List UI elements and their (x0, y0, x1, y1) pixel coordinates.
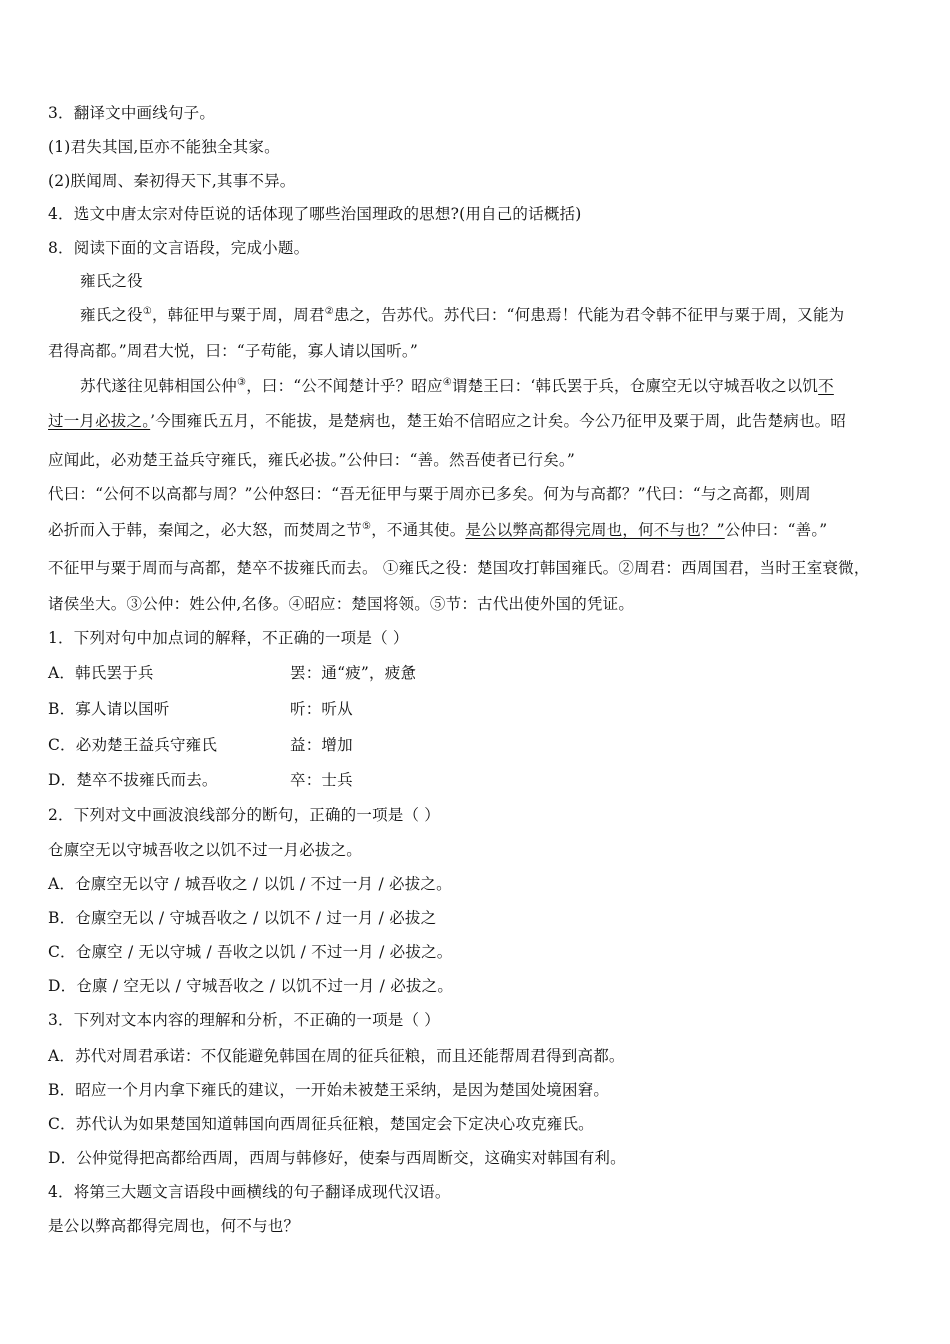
passage-line: 代曰：“公何不以高都与周？”公仲怒曰：“吾无征甲与粟于周亦已多矣。何为与高都？”代曰：“与之高都，则周 (48, 485, 811, 503)
passage-line (48, 410, 908, 432)
question-3-item-2: (2)朕闻周、秦初得天下,其事不异。 (48, 172, 296, 190)
option-text: D．楚卒不拔雍氏而去。 (48, 771, 218, 789)
mc-question-3-title: 3．下列对文本内容的理解和分析，不正确的一项是（ ） (48, 1011, 440, 1029)
passage-text: 雍氏之役 (80, 306, 143, 324)
mc-question-1-title: 1．下列对句中加点词的解释，不正确的一项是（ ） (48, 629, 409, 647)
mc-question-1-option-c (48, 734, 908, 756)
passage-line (48, 519, 908, 541)
question-4-title: 4．选文中唐太宗对侍臣说的话体现了哪些治国理政的思想?(用自己的话概括) (48, 205, 582, 223)
mc-question-2-option-d: D．仓廪 / 空无以 / 守城吾收之 / 以饥不过一月 / 必拔之。 (48, 977, 454, 995)
footnote-marker: ④ (442, 376, 452, 388)
passage-text: 患之，告苏代。苏代曰：“何患焉！代能为君令韩不征甲与粟于周，又能为 (333, 306, 845, 324)
footnote-marker: ① (142, 305, 152, 317)
mc-question-3-option-b: B．昭应一个月内拿下雍氏的建议，一开始未被楚王采纳，是因为楚国处境困窘。 (48, 1081, 610, 1099)
mc-question-3-option-c: C．苏代认为如果楚国知道韩国向西周征兵征粮，楚国定会下定决心攻克雍氏。 (48, 1115, 594, 1133)
option-explanation: 听：听从 (290, 700, 353, 718)
mc-question-1-option-b (48, 698, 908, 720)
question-3-item-1: (1)君失其国,臣亦不能独全其家。 (48, 138, 280, 156)
footnote-marker: ③ (237, 376, 247, 388)
passage-line: 应闻此，必劝楚王益兵守雍氏，雍氏必拔。”公仲曰：“善。然吾使者已行矣。” (48, 451, 575, 469)
passage-text: ’今围雍氏五月，不能拔，是楚病也，楚王始不信昭应之计矣。今公乃征甲及粟于周，此告楚病也。昭 (150, 412, 847, 430)
passage-text: ，韩征甲与粟于周，周君 (151, 306, 325, 324)
mc-question-3-option-d: D．公仲觉得把高都给西周，西周与韩修好，使秦与西周断交，这确实对韩国有利。 (48, 1149, 626, 1167)
mc-question-2-option-c: C．仓廪空 / 无以守城 / 吾收之以饥 / 不过一月 / 必拔之。 (48, 943, 453, 961)
mc-question-3-option-a: A．苏代对周君承诺：不仅能避免韩国在周的征兵征粮，而且还能帮周君得到高都。 (48, 1047, 625, 1065)
footnote-marker: ⑤ (362, 520, 372, 532)
option-explanation: 益：增加 (290, 736, 353, 754)
passage-text: ，不通其使。 (371, 521, 466, 539)
mc-question-2-option-a: A．仓廪空无以守 / 城吾收之 / 以饥 / 不过一月 / 必拔之。 (48, 875, 452, 893)
mc-question-1-option-a (48, 662, 908, 684)
mc-question-2-title: 2．下列对文中画波浪线部分的断句，正确的一项是（ ） (48, 806, 440, 824)
passage-line: 君得高都。”周君大悦，曰：“子苟能，寡人请以国听。” (48, 342, 418, 360)
passage-line-footnotes: 不征甲与粟于周而与高都，楚卒不拔雍氏而去。 ①雍氏之役：楚国攻打韩国雍氏。②周君：西周国君，当时王室衰微， (48, 559, 870, 577)
mc-question-4-stem: 是公以弊高都得完周也，何不与也？ (48, 1217, 300, 1235)
passage-text: 公仲曰：“善。” (724, 521, 828, 539)
passage-text: 谓楚王曰：‘韩氏罢于兵，仓廪空无以守城吾收之以饥 (451, 377, 819, 395)
question-8-title: 8．阅读下面的文言语段，完成小题。 (48, 239, 310, 257)
passage-line (80, 375, 940, 397)
option-text: A．韩氏罢于兵 (48, 664, 154, 682)
option-explanation: 罢：通“疲”，疲惫 (290, 664, 417, 682)
passage-text: 苏代遂往见韩相国公仲 (80, 377, 238, 395)
underlined-sentence: 是公以弊高都得完周也，何不与也？” (465, 521, 725, 539)
passage-line (80, 304, 940, 326)
option-text: B．寡人请以国听 (48, 700, 170, 718)
passage-text: 必折而入于韩，秦闻之，必大怒，而焚周之节 (48, 521, 363, 539)
mc-question-2-option-b: B．仓廪空无以 / 守城吾收之 / 以饥不 / 过一月 / 必拔之 (48, 909, 437, 927)
footnotes-line: 诸侯坐大。③公仲：姓公仲,名侈。④昭应：楚国将领。⑤节：古代出使外国的凭证。 (48, 595, 635, 613)
underlined-text: 过一月必拔之。 (48, 412, 151, 430)
mc-question-4-title: 4．将第三大题文言语段中画横线的句子翻译成现代汉语。 (48, 1183, 451, 1201)
footnote-marker: ② (324, 305, 334, 317)
passage-title: 雍氏之役 (80, 272, 143, 290)
option-text: C．必劝楚王益兵守雍氏 (48, 736, 218, 754)
mc-question-1-option-d (48, 769, 908, 791)
mc-question-2-stem: 仓廪空无以守城吾收之以饥不过一月必拔之。 (48, 841, 363, 859)
underlined-text: 不 (818, 377, 834, 395)
question-3-title: 3．翻译文中画线句子。 (48, 104, 216, 122)
option-explanation: 卒：士兵 (290, 771, 353, 789)
passage-text: ，曰：“公不闻楚计乎？昭应 (246, 377, 443, 395)
